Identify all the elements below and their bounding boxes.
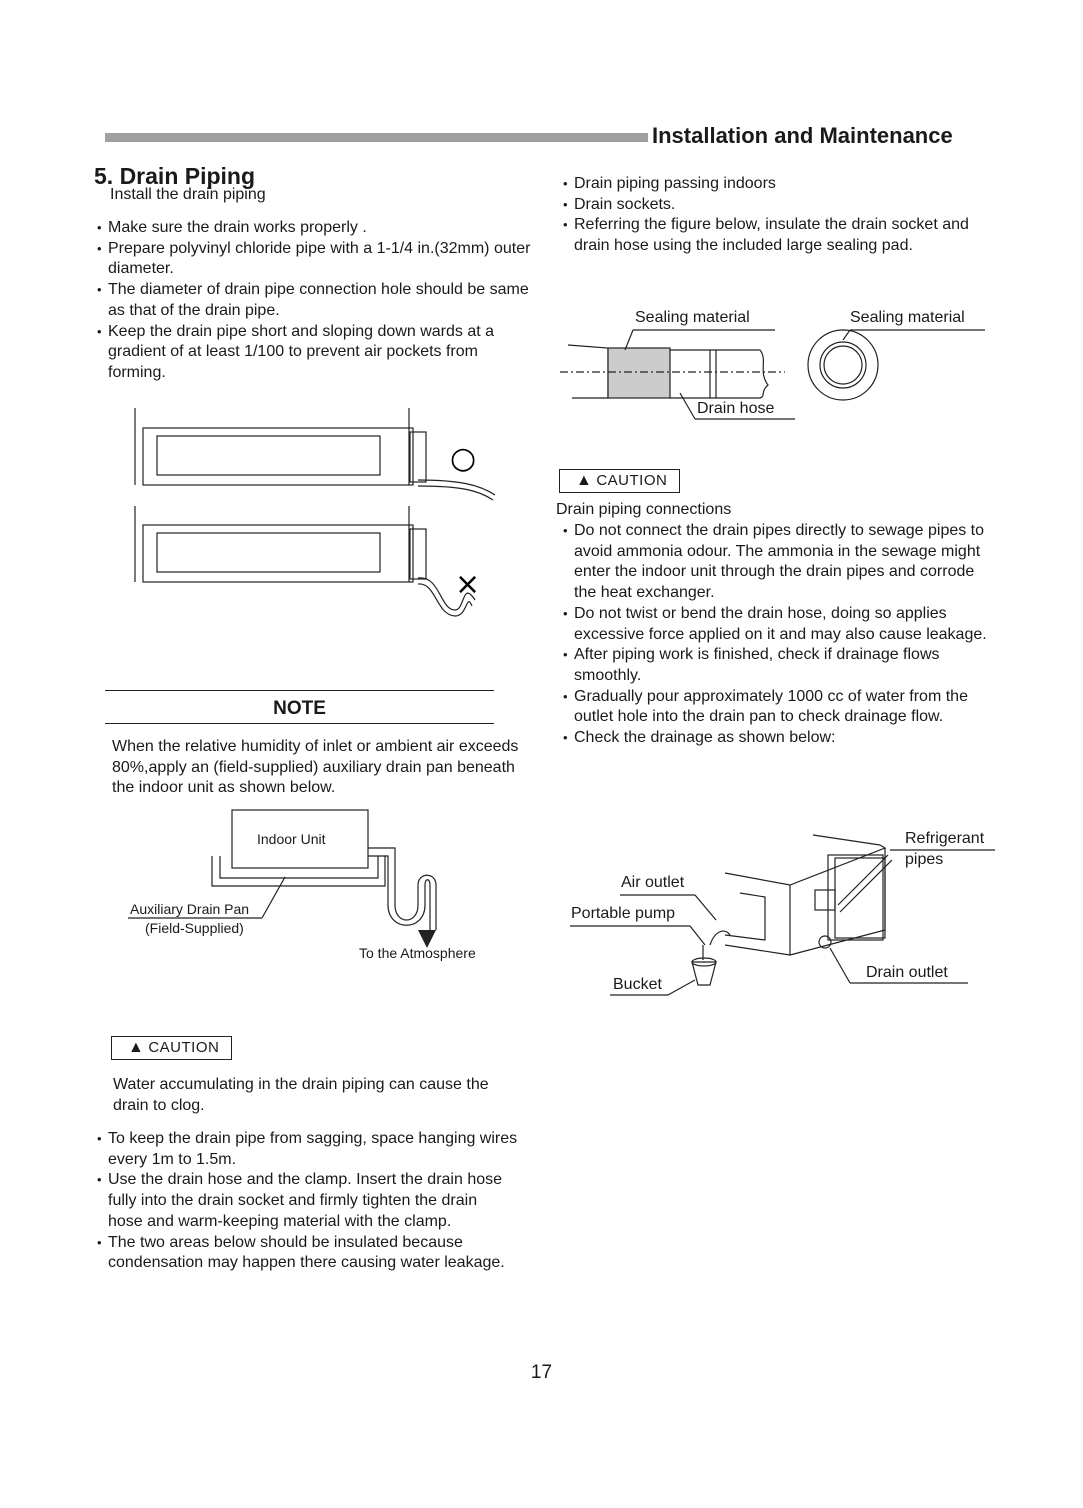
- caution-label: CAUTION: [596, 472, 668, 489]
- connections-title: Drain piping connections: [556, 501, 732, 518]
- sealing-material-label-2: Sealing material: [850, 309, 965, 326]
- section-title: 5. Drain Piping: [94, 163, 256, 189]
- list-item: • The diameter of drain pipe connection hole should be same as that of the drain pipe.: [97, 280, 547, 321]
- aux-pan-label: Auxiliary Drain Pan: [130, 901, 250, 917]
- list-item: • Gradually pour approximately 1000 cc of water from the outlet hole into the drain pan to check drainage flow.: [563, 687, 1004, 728]
- note-text: When the relative humidity of inlet or ambient air exceeds 80%,apply an (field-supplied) auxiliary drain pan beneath the indoor unit as shown below.: [112, 738, 519, 797]
- list-item: • Make sure the drain works properly .: [97, 218, 547, 239]
- list-item: • Use the drain hose and the clamp. Insert the drain hose fully into the drain socket and firmly tighten the drain hose and warm-keeping material with the clamp.: [97, 1170, 513, 1232]
- list-item: • Prepare polyvinyl chloride pipe with a 1-1/4 in.(32mm) outer diameter.: [97, 239, 547, 280]
- atmosphere-label: To the Atmosphere: [359, 945, 476, 961]
- ok-mark: ○: [450, 441, 477, 476]
- refrigerant-label: Refrigerant: [905, 830, 985, 847]
- list-item: • Do not twist or bend the drain hose, doing so applies excessive force applied on it and may also cause leakage.: [563, 604, 1003, 645]
- caution-label: CAUTION: [148, 1039, 220, 1056]
- list-item: • Drain sockets.: [563, 195, 993, 216]
- indoor-unit-label: Indoor Unit: [257, 831, 326, 847]
- left-bottom-bullets: [97, 1129, 527, 1274]
- pipes-label: pipes: [905, 851, 944, 868]
- air-outlet-label: Air outlet: [621, 874, 685, 891]
- header-title: Installation and Maintenance: [652, 123, 953, 148]
- list-item: • Keep the drain pipe short and sloping down wards at a gradient of at least 1/100 to prevent air pockets from forming.: [97, 322, 528, 384]
- page-number: 17: [530, 1362, 553, 1383]
- section-intro: Install the drain piping: [110, 186, 266, 203]
- left-caution-text: Water accumulating in the drain piping can cause the drain to clog.: [113, 1076, 489, 1114]
- sealing-material-label-1: Sealing material: [635, 309, 750, 326]
- list-item: • The two areas below should be insulated because condensation may happen there causing water leakage.: [97, 1233, 513, 1274]
- list-item: • Check the drainage as shown below:: [563, 728, 1003, 749]
- warning-icon: ▲: [128, 1039, 145, 1056]
- portable-pump-label: Portable pump: [571, 905, 676, 922]
- caution-badge-left: [111, 1036, 232, 1060]
- ng-mark: ×: [455, 567, 481, 602]
- drain-outlet-label: Drain outlet: [866, 964, 948, 981]
- drain-hose-label: Drain hose: [697, 400, 775, 417]
- list-item: • Referring the figure below, insulate the drain socket and drain hose using the included large sealing pad.: [563, 215, 993, 256]
- list-item: • After piping work is finished, check if drainage flows smoothly.: [563, 645, 999, 686]
- list-item: • Do not connect the drain pipes directly to sewage pipes to avoid ammonia odour. The ammonia in the sewage might enter the indoor unit through the drain pipes and corrode the heat exchanger.: [563, 521, 994, 604]
- note-title: NOTE: [273, 698, 326, 719]
- aux-pan-note: (Field-Supplied): [145, 920, 244, 936]
- list-item: • Drain piping passing indoors: [563, 174, 993, 195]
- list-item: • To keep the drain pipe from sagging, space hanging wires every 1m to 1.5m.: [97, 1129, 527, 1170]
- warning-icon: ▲: [576, 472, 593, 489]
- bucket-label: Bucket: [613, 976, 662, 993]
